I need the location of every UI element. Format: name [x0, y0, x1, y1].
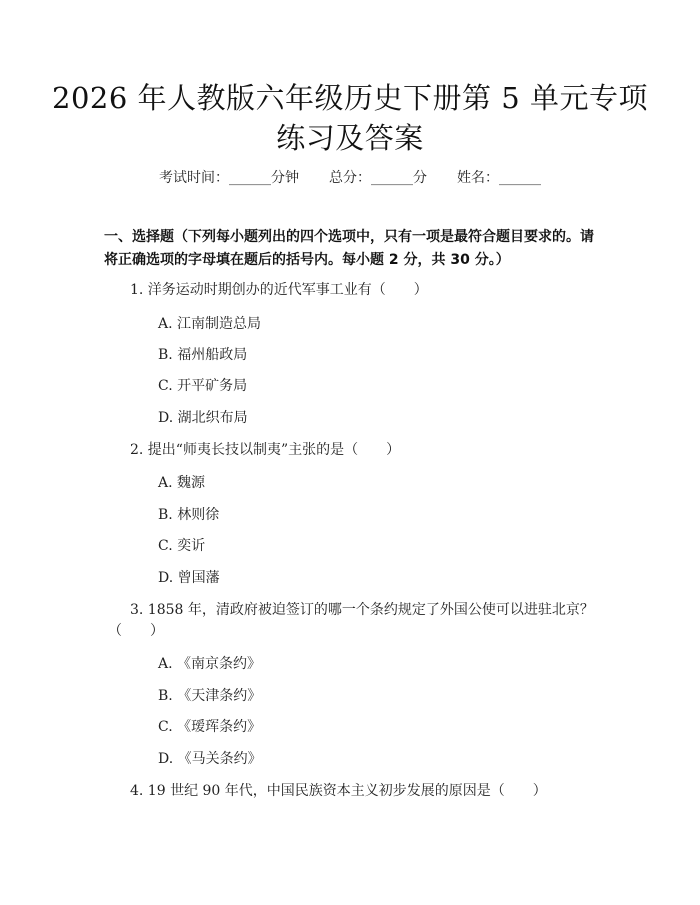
exam-time-field: 考试时间：______分钟	[159, 170, 299, 186]
page-title-continued: 练习及答案	[276, 121, 424, 155]
question-4: 4. 19 世纪 90 年代，中国民族资本主义初步发展的原因是（ ）	[130, 783, 547, 799]
q3-option-b: B. 《天津条约》	[158, 688, 262, 704]
q2-option-b: B. 林则徐	[158, 507, 220, 523]
q1-option-c: C. 开平矿务局	[158, 378, 248, 394]
question-3-continued: （ ）	[108, 623, 164, 639]
question-3: 3. 1858 年，清政府被迫签订的哪一个条约规定了外国公使可以进驻北京？	[130, 602, 594, 618]
q2-option-c: C. 奕䜣	[158, 538, 206, 554]
total-score-field: 总分：______分	[329, 170, 427, 186]
q1-option-a: A. 江南制造总局	[158, 316, 262, 332]
question-2: 2. 提出“师夷长技以制夷”主张的是（ ）	[130, 442, 401, 458]
q3-option-d: D. 《马关条约》	[158, 751, 262, 767]
q3-option-c: C. 《瑷珲条约》	[158, 719, 262, 735]
student-name-field: 姓名：______	[457, 170, 541, 186]
question-1: 1. 洋务运动时期创办的近代军事工业有（ ）	[130, 282, 428, 298]
q3-option-a: A. 《南京条约》	[158, 656, 262, 672]
section-heading: 一、选择题（下列每小题列出的四个选项中，只有一项是最符合题目要求的。请将正确选项的字母填在题后的括号内。每小题 2 分，共 30 分。）	[104, 229, 594, 268]
q1-option-d: D. 湖北织布局	[158, 410, 248, 426]
exam-meta	[0, 168, 700, 188]
q2-option-a: A. 魏源	[158, 475, 206, 491]
q2-option-d: D. 曾国藩	[158, 570, 220, 586]
page-title: 2026 年人教版六年级历史下册第 5 单元专项	[52, 81, 648, 115]
q1-option-b: B. 福州船政局	[158, 347, 248, 363]
